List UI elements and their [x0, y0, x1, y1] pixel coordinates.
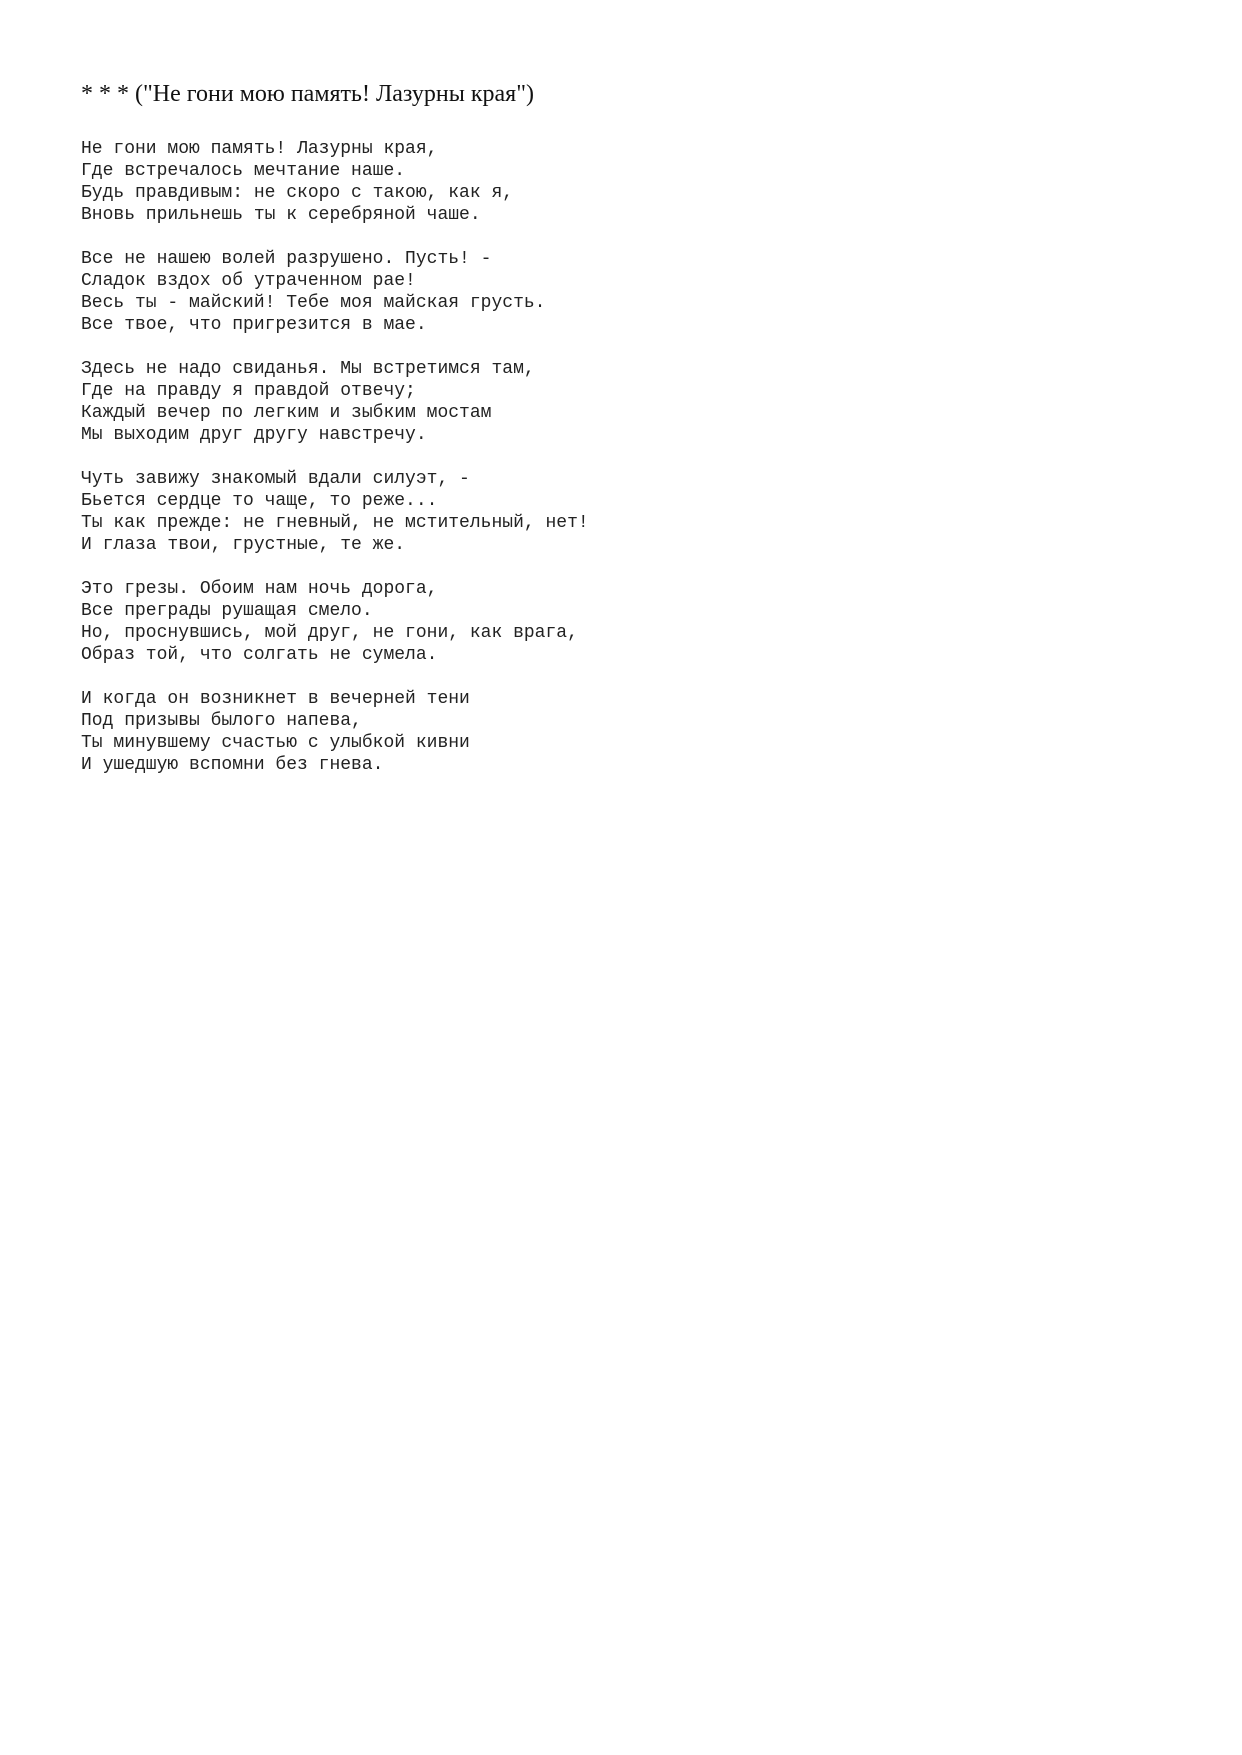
poem-line: Здесь не надо свиданья. Мы встретимся там,: [81, 359, 535, 379]
stanza: [81, 248, 841, 336]
poem-line: Все преграды рушащая смело.: [81, 601, 373, 621]
poem-line: И ушедшую вспомни без гнева.: [81, 755, 384, 775]
poem-line: Мы выходим друг другу навстречу.: [81, 425, 427, 445]
stanza: [81, 688, 841, 776]
poem-line: Где встречалось мечтание наше.: [81, 161, 406, 181]
poem-line: Это грезы. Обоим нам ночь дорога,: [81, 579, 438, 599]
poem-line: Под призывы былого напева,: [81, 711, 362, 731]
poem-line: Сладок вздох об утраченном рае!: [81, 271, 416, 291]
poem-line: Будь правдивым: не скоро с такою, как я,: [81, 183, 514, 203]
poem-line: Весь ты - майский! Тебе моя майская грусть.: [81, 293, 546, 313]
poem-title: * * * ("Не гони мою память! Лазурны края"): [81, 81, 534, 107]
poem-line: Но, проснувшись, мой друг, не гони, как врага,: [81, 623, 578, 643]
stanza: [81, 138, 841, 226]
poem-line: Бьется сердце то чаще, то реже...: [81, 491, 438, 511]
poem-line: Чуть завижу знакомый вдали силуэт, -: [81, 469, 470, 489]
poem-line: Образ той, что солгать не сумела.: [81, 645, 438, 665]
poem-line: Где на правду я правдой отвечу;: [81, 381, 416, 401]
poem-body: [81, 138, 841, 798]
poem-line: И когда он возникнет в вечерней тени: [81, 689, 470, 709]
poem-line: Все твое, что пригрезится в мае.: [81, 315, 427, 335]
poem-line: Каждый вечер по легким и зыбким мостам: [81, 403, 492, 423]
poem-line: Ты минувшему счастью с улыбкой кивни: [81, 733, 470, 753]
poem-line: Вновь прильнешь ты к серебряной чаше.: [81, 205, 481, 225]
stanza: [81, 468, 841, 556]
stanza: [81, 578, 841, 666]
poem-line: И глаза твои, грустные, те же.: [81, 535, 406, 555]
poem-line: Все не нашею волей разрушено. Пусть! -: [81, 249, 492, 269]
poem-line: Не гони мою память! Лазурны края,: [81, 139, 438, 159]
poem-line: Ты как прежде: не гневный, не мстительный, нет!: [81, 513, 589, 533]
stanza: [81, 358, 841, 446]
